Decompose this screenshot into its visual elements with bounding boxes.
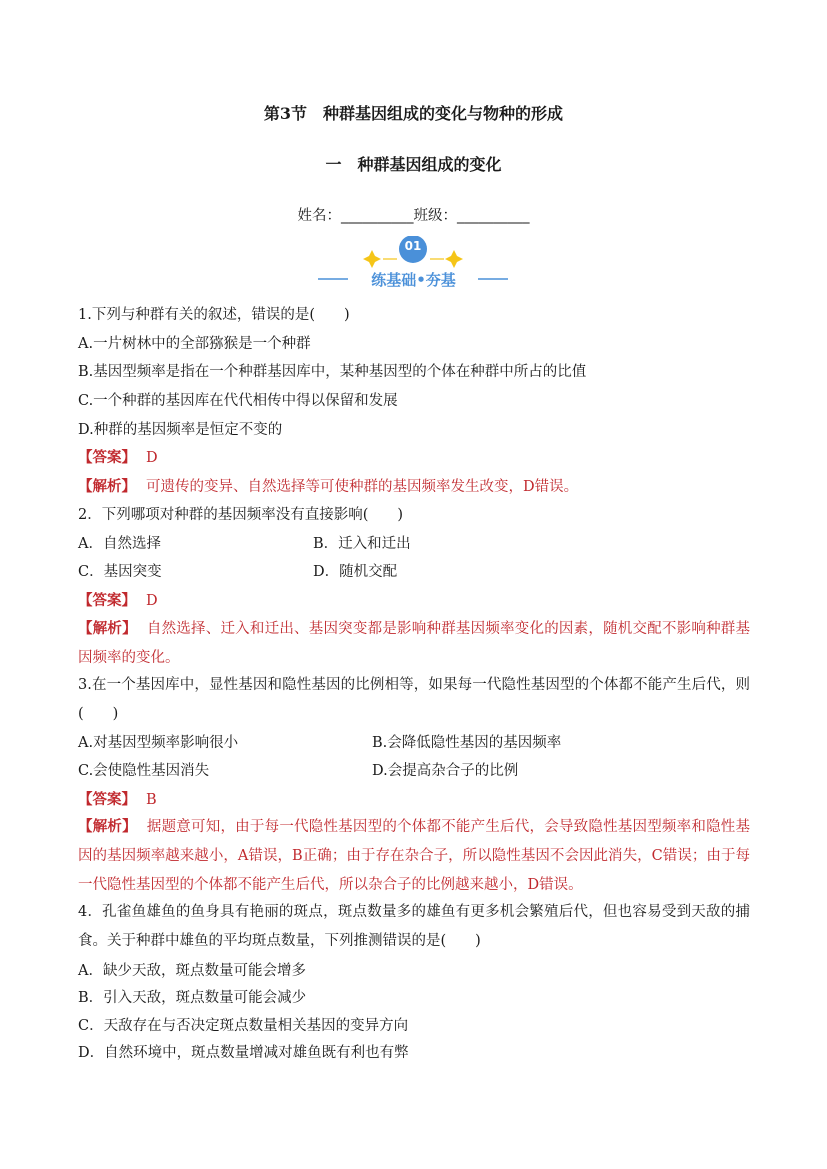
question-3-option-c: C.会使隐性基因消失 <box>78 763 210 779</box>
question-3-option-b: B.会降低隐性基因的基因频率 <box>372 735 562 751</box>
analysis-label: 【解析】 <box>78 818 137 835</box>
section-badge <box>0 236 827 294</box>
analysis-label: 【解析】 <box>78 620 137 637</box>
question-4-option-a: A．缺少天敌，斑点数量可能会增多 <box>78 963 306 979</box>
question-1-option-a: A.一片树林中的全部猕猴是一个种群 <box>78 336 311 352</box>
question-1-answer <box>78 448 158 468</box>
question-3-option-d: D.会提高杂合子的比例 <box>372 763 519 779</box>
question-4-option-d: D．自然环境中，斑点数量增减对雄鱼既有利也有弊 <box>78 1045 409 1061</box>
analysis-label: 【解析】 <box>78 478 136 495</box>
answer-value: D <box>146 450 158 466</box>
question-3-answer <box>78 790 157 810</box>
answer-value: D <box>146 593 158 609</box>
left-star-icon <box>363 250 381 268</box>
question-4-option-b: B．引入天敌，斑点数量可能会减少 <box>78 990 307 1006</box>
question-2-option-b: B．迁入和迁出 <box>313 536 411 552</box>
question-1-stem: 1.下列与种群有关的叙述，错误的是( ) <box>78 307 350 323</box>
section-title: 第3节 种群基因组成的变化与物种的形成 <box>263 104 564 123</box>
badge-number: 01 <box>404 239 422 253</box>
name-class-line: 姓名：__________班级：__________ <box>297 208 530 224</box>
question-2-option-d: D．随机交配 <box>313 564 398 580</box>
question-1-analysis <box>78 477 578 497</box>
question-2-answer <box>78 591 158 611</box>
question-3-option-a: A.对基因型频率影响很小 <box>78 735 239 751</box>
question-2-analysis <box>78 614 750 673</box>
analysis-text: 自然选择、迁入和迁出、基因突变都是影响种群基因频率变化的因素，随机交配不影响种群基因频率的变化。 <box>78 621 751 666</box>
answer-label: 【答案】 <box>78 791 136 808</box>
question-3-analysis <box>78 812 750 900</box>
subsection-title: 一 种群基因组成的变化 <box>325 155 502 174</box>
answer-value: B <box>146 792 157 808</box>
answer-label: 【答案】 <box>78 449 136 466</box>
badge-caption: 练基础•夯基 <box>371 271 456 289</box>
question-1-option-d: D.种群的基因频率是恒定不变的 <box>78 422 283 438</box>
analysis-text: 可遗传的变异、自然选择等可使种群的基因频率发生改变，D错误。 <box>146 479 579 495</box>
analysis-text: 据题意可知，由于每一代隐性基因型的个体都不能产生后代，会导致隐性基因型频率和隐性基因的基因频率越来越小，A错误，B正确；由于存在杂合子，所以隐性基因不会因此消失，C错误；由于每一代隐性基因型的个体都不能产生后代，所以杂合子的比例越来越小，D错误。 <box>78 819 751 893</box>
right-star-icon <box>445 250 463 268</box>
question-4-option-c: C．天敌存在与否决定斑点数量相关基因的变异方向 <box>78 1018 409 1034</box>
answer-label: 【答案】 <box>78 592 136 609</box>
question-3-stem: 3.在一个基因库中，显性基因和隐性基因的比例相等，如果每一代隐性基因型的个体都不能产生后代，则( ) <box>78 677 750 722</box>
question-2-stem: 2．下列哪项对种群的基因频率没有直接影响( ) <box>78 507 404 523</box>
question-1-option-c: C.一个种群的基因库在代代相传中得以保留和发展 <box>78 393 398 409</box>
question-1-option-b: B.基因型频率是指在一个种群基因库中，某种基因型的个体在种群中所占的比值 <box>78 364 587 380</box>
question-2-option-a: A．自然选择 <box>78 536 161 552</box>
question-2-option-c: C．基因突变 <box>78 564 162 580</box>
question-4-stem: 4．孔雀鱼雄鱼的鱼身具有艳丽的斑点，斑点数量多的雄鱼有更多机会繁殖后代，但也容易受到天敌的捕食。关于种群中雄鱼的平均斑点数量，下列推测错误的是( ) <box>78 904 750 949</box>
